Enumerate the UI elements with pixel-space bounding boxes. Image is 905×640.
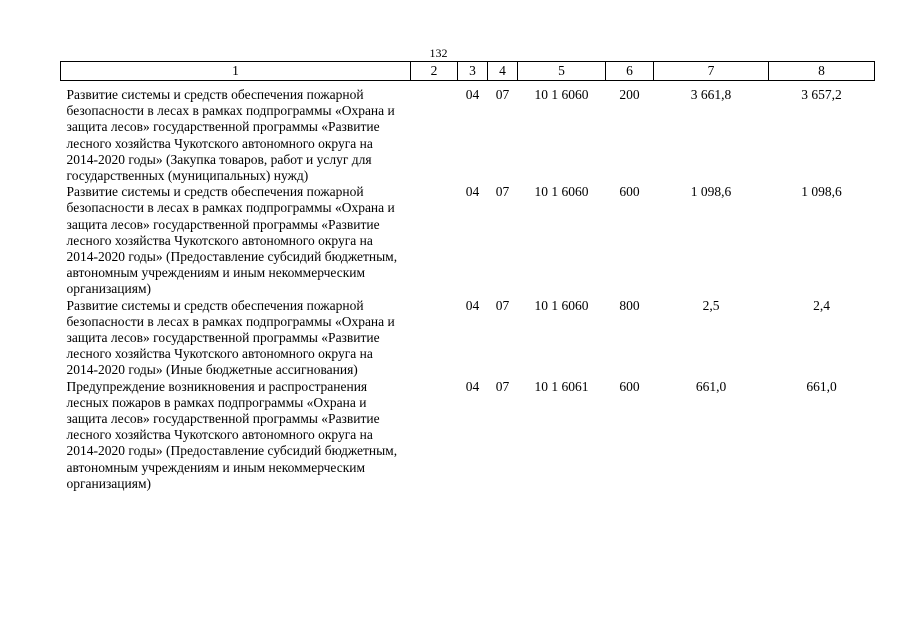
row-expense-type: 200 (619, 87, 640, 102)
row-target-article: 10 1 6060 (534, 297, 589, 313)
row-section: 04 (465, 297, 480, 313)
row-amount-8: 661,0 (806, 378, 837, 394)
row-amount-8: 1 098,6 (801, 184, 842, 200)
row-col2 (411, 298, 458, 379)
row-section: 04 (465, 87, 480, 102)
row-expense-type: 600 (619, 378, 640, 394)
row-amount-7: 2,5 (702, 297, 720, 313)
row-col2 (411, 184, 458, 297)
row-amount-7: 661,0 (695, 378, 727, 394)
table-row (61, 298, 875, 379)
row-description: Развитие системы и средств обеспечения пожарной безопасности в лесах в рамках подпрограммы «Охрана и защита лесов» государственной программы «Развитие лесного хозяйства Чукотского автономного округа на 2014-2020 годы» (Иные бюджетные ассигнования) (66, 297, 395, 378)
row-target-article: 10 1 6061 (534, 378, 589, 394)
row-description: Предупреждение возникновения и распространения лесных пожаров в рамках подпрограммы «Охрана и защита лесов» государственной программы «Развитие лесного хозяйства Чукотского автономного округа на 2014-2020 годы» (Предоставление субсидий бюджетным, автономным учреждениям и иным некоммерческим организациям) (66, 378, 398, 491)
row-target-article: 10 1 6060 (534, 184, 589, 200)
page-number: 132 (429, 46, 448, 60)
row-subsection: 07 (495, 297, 510, 313)
row-col2 (411, 81, 458, 185)
header-col-4: 4 (488, 62, 518, 81)
budget-table (60, 61, 875, 492)
row-subsection: 07 (495, 378, 510, 394)
header-col-1: 1 (61, 62, 411, 81)
table-row (61, 379, 875, 492)
table-body (61, 81, 875, 493)
row-section: 04 (465, 378, 480, 394)
row-amount-7: 3 661,8 (690, 87, 732, 102)
header-col-7: 7 (654, 62, 769, 81)
row-amount-7: 1 098,6 (690, 184, 732, 200)
row-section: 04 (465, 184, 480, 200)
row-amount-8: 3 657,2 (801, 87, 842, 102)
header-col-6: 6 (606, 62, 654, 81)
row-amount-8: 2,4 (813, 297, 830, 313)
row-description: Развитие системы и средств обеспечения пожарной безопасности в лесах в рамках подпрограммы «Охрана и защита лесов» государственной программы «Развитие лесного хозяйства Чукотского автономного округа на 2014-2020 годы» (Предоставление субсидий бюджетным, автономным учреждениям и иным некоммерческим организациям) (66, 184, 398, 297)
header-col-8: 8 (769, 62, 875, 81)
table-row (61, 184, 875, 297)
row-subsection: 07 (495, 87, 510, 102)
row-subsection: 07 (495, 184, 510, 200)
row-target-article: 10 1 6060 (534, 87, 589, 102)
header-col-2: 2 (411, 62, 458, 81)
header-row (61, 62, 875, 81)
table-row (61, 81, 875, 185)
table-header (61, 62, 875, 81)
header-col-5: 5 (518, 62, 606, 81)
row-expense-type: 600 (619, 184, 640, 200)
header-col-3: 3 (458, 62, 488, 81)
row-expense-type: 800 (619, 297, 640, 313)
row-col2 (411, 379, 458, 492)
row-description: Развитие системы и средств обеспечения пожарной безопасности в лесах в рамках подпрограммы «Охрана и защита лесов» государственной программы «Развитие лесного хозяйства Чукотского автономного округа на 2014-2020 годы» (Закупка товаров, работ и услуг для государственных (муниципальных) нужд) (66, 87, 395, 184)
